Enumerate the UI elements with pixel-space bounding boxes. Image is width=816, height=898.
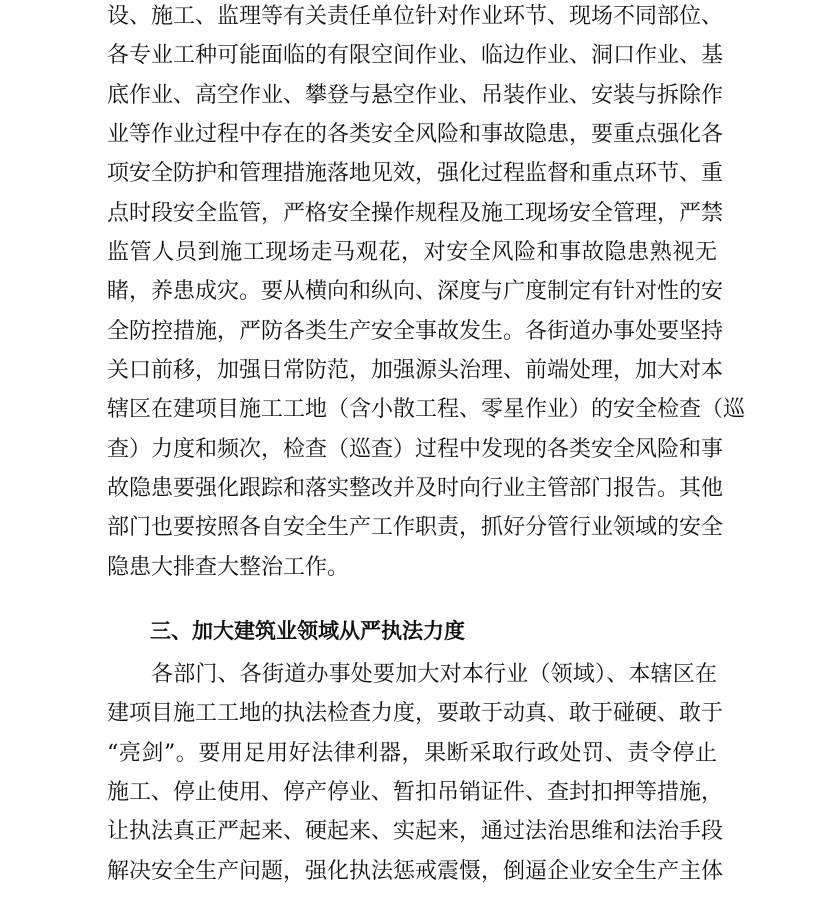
paragraph-1-line: 睹，养患成灾。要从横向和纵向、深度与广度制定有针对性的安 [107, 279, 724, 304]
paragraph-2-line: 各部门、各街道办事处要加大对本行业（领域）、本辖区在 [151, 662, 717, 687]
paragraph-2-line: 让执法真正严起来、硬起来、实起来，通过法治思维和法治手段 [107, 819, 724, 844]
paragraph-1-line: 底作业、高空作业、攀登与悬空作业、吊装作业、安装与拆除作 [107, 83, 724, 108]
paragraph-1-line: 全防控措施，严防各类生产安全事故发生。各街道办事处要坚持 [107, 319, 724, 344]
paragraph-1-line: 部门也要按照各自安全生产工作职责，抓好分管行业领域的安全 [107, 515, 724, 540]
paragraph-1-line: 故隐患要强化跟踪和落实整改并及时向行业主管部门报告。其他 [107, 476, 724, 501]
paragraph-1-line: 设、施工、监理等有关责任单位针对作业环节、现场不同部位、 [107, 4, 724, 29]
paragraph-1-line: 各专业工种可能面临的有限空间作业、临边作业、洞口作业、基 [107, 43, 724, 68]
paragraph-2-line: 施工、停止使用、停产停业、暂扣吊销证件、查封扣押等措施， [107, 780, 724, 805]
paragraph-1-line: 关口前移，加强日常防范，加强源头治理、前端处理，加大对本 [107, 358, 724, 383]
paragraph-1-line: 辖区在建项目施工工地（含小散工程、零星作业）的安全检查（巡 [107, 397, 746, 422]
paragraph-1-line: 点时段安全监管，严格安全操作规程及施工现场安全管理，严禁 [107, 201, 724, 226]
paragraph-1-line: 监管人员到施工现场走马观花，对安全风险和事故隐患熟视无 [107, 240, 717, 265]
paragraph-1-line: 隐患大排查大整治工作。 [107, 555, 350, 580]
paragraph-1-line: 项安全防护和管理措施落地见效，强化过程监督和重点环节、重 [107, 161, 724, 186]
paragraph-1-line: 业等作业过程中存在的各类安全风险和事故隐患，要重点强化各 [107, 122, 724, 147]
paragraph-2-line: “亮剑”。要用足用好法律利器，果断采取行政处罚、责令停止 [107, 741, 717, 766]
paragraph-2-line: 解决安全生产问题，强化执法惩戒震慑，倒逼企业安全生产主体 [107, 859, 724, 884]
paragraph-1-line: 查）力度和频次，检查（巡查）过程中发现的各类安全风险和事 [107, 437, 724, 462]
section-heading: 三、加大建筑业领域从严执法力度 [150, 619, 465, 643]
paragraph-2-line: 建项目施工工地的执法检查力度，要敢于动真、敢于碰硬、敢于 [107, 701, 724, 726]
